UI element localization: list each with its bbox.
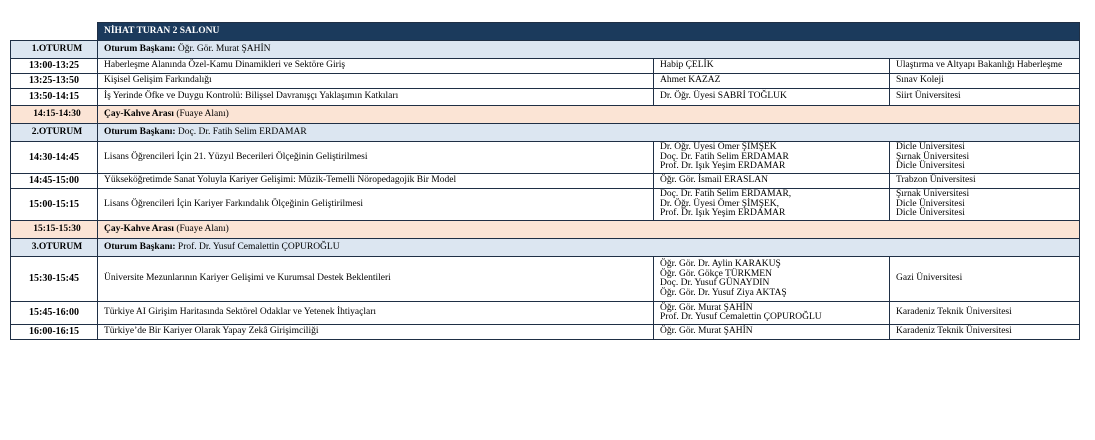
session-row	[11, 239, 1080, 257]
break-note: (Fuaye Alanı)	[173, 223, 229, 234]
session-row	[11, 41, 1080, 59]
talk-institutions	[890, 74, 1080, 89]
institution-line: Gazi Üniversitesi	[896, 273, 963, 284]
talk-title: Lisans Öğrencileri İçin 21. Yüzyıl Becerileri Ölçeğinin Geliştirilmesi	[98, 142, 654, 174]
institution-line: Şırnak Üniversitesi	[896, 151, 970, 162]
talk-time: 13:25-13:50	[11, 74, 98, 89]
author-line: Dr. Öğr. Üyesi Ömer ŞİMŞEK	[660, 142, 777, 153]
talk-row	[11, 174, 1080, 189]
author-line: Prof. Dr. Yusuf Cemalettin ÇOPUROĞLU	[660, 312, 822, 322]
institution-line: Şırnak Üniversitesi	[896, 189, 970, 200]
chair-prefix: Oturum Başkanı:	[104, 43, 176, 54]
talk-time: 15:00-15:15	[11, 189, 98, 221]
talk-row	[11, 325, 1080, 340]
talk-row	[11, 189, 1080, 221]
talk-time: 13:50-14:15	[11, 89, 98, 106]
talk-authors	[654, 302, 890, 325]
author-line: Öğr. Gör. Murat ŞAHİN	[660, 302, 753, 313]
talk-title: Haberleşme Alanında Özel-Kamu Dinamikleri ve Sektöre Giriş	[98, 59, 654, 74]
institution-line: Dicle Üniversitesi	[896, 142, 965, 153]
break-time: 15:15-15:30	[11, 221, 98, 239]
break-label: Çay-Kahve Arası	[104, 223, 174, 234]
author-line: Habip ÇELİK	[660, 60, 714, 71]
talk-row	[11, 257, 1080, 302]
institution-line: Dicle Üniversitesi	[896, 198, 965, 209]
talk-authors	[654, 174, 890, 189]
author-line: Doç. Dr. Fatih Selim ERDAMAR,	[660, 189, 792, 200]
talk-institutions	[890, 174, 1080, 189]
author-line: Öğr. Gör. Dr. Yusuf Ziya AKTAŞ	[660, 287, 787, 298]
author-line: Öğr. Gör. Murat ŞAHİN	[660, 326, 753, 337]
talk-title: Türkiye AI Girişim Haritasında Sektörel Odaklar ve Yetenek İhtiyaçları	[98, 302, 654, 325]
institution-line: Ulaştırma ve Altyapı Bakanlığı Haberleşme	[896, 60, 1063, 71]
chair-name: Doç. Dr. Fatih Selim ERDAMAR	[175, 126, 307, 137]
talk-title: Üniversite Mezunlarının Kariyer Gelişimi ve Kurumsal Destek Beklentileri	[98, 257, 654, 302]
break-time: 14:15-14:30	[11, 106, 98, 124]
talk-institutions	[890, 59, 1080, 74]
author-line: Doç. Dr. Fatih Selim ERDAMAR	[660, 151, 789, 162]
hall-header-row	[11, 23, 1080, 41]
break-text	[98, 106, 1080, 124]
author-line: Ahmet KAZAZ	[660, 75, 721, 86]
talk-time: 14:45-15:00	[11, 174, 98, 189]
author-line: Doç. Dr. Yusuf GÜNAYDIN	[660, 278, 770, 288]
talk-authors	[654, 74, 890, 89]
talk-authors	[654, 59, 890, 74]
talk-authors	[654, 189, 890, 221]
header-blank-cell	[11, 23, 98, 41]
institution-line: Dicle Üniversitesi	[896, 208, 965, 219]
talk-institutions	[890, 142, 1080, 174]
session-chair	[98, 239, 1080, 257]
talk-institutions	[890, 325, 1080, 340]
talk-title: Türkiye’de Bir Kariyer Olarak Yapay Zekâ Girişimciliği	[98, 325, 654, 340]
talk-institutions	[890, 257, 1080, 302]
institution-line: Karadeniz Teknik Üniversitesi	[896, 307, 1012, 318]
institution-line: Siirt Üniversitesi	[896, 91, 961, 102]
break-label: Çay-Kahve Arası	[104, 108, 174, 119]
talk-institutions	[890, 302, 1080, 325]
institution-line: Sınav Koleji	[896, 75, 944, 86]
chair-prefix: Oturum Başkanı:	[104, 126, 176, 137]
talk-title: Kişisel Gelişim Farkındalığı	[98, 74, 654, 89]
chair-name: Prof. Dr. Yusuf Cemalettin ÇOPUROĞLU	[175, 241, 340, 252]
talk-time: 13:00-13:25	[11, 59, 98, 74]
author-line: Öğr. Gör. Gökçe TÜRKMEN	[660, 268, 772, 279]
break-row	[11, 106, 1080, 124]
session-row	[11, 124, 1080, 142]
institution-line: Karadeniz Teknik Üniversitesi	[896, 326, 1012, 337]
chair-prefix: Oturum Başkanı:	[104, 241, 176, 252]
author-line: Prof. Dr. Işık Yeşim ERDAMAR	[660, 208, 786, 219]
talk-title: Yükseköğretimde Sanat Yoluyla Kariyer Gelişimi: Müzik-Temelli Nöropedagojik Bir Model	[98, 174, 654, 189]
talk-title: Lisans Öğrencileri İçin Kariyer Farkındalık Ölçeğinin Geliştirilmesi	[98, 189, 654, 221]
break-text	[98, 221, 1080, 239]
hall-title: NİHAT TURAN 2 SALONU	[98, 23, 1080, 41]
author-line: Öğr. Gör. İsmail ERASLAN	[660, 175, 768, 186]
talk-row	[11, 302, 1080, 325]
institution-line: Trabzon Üniversitesi	[896, 175, 976, 186]
break-row	[11, 221, 1080, 239]
talk-title: İş Yerinde Öfke ve Duygu Kontrolü: Bilişsel Davranışçı Yaklaşımın Katkıları	[98, 89, 654, 106]
talk-time: 14:30-14:45	[11, 142, 98, 174]
session-label: 3.OTURUM	[11, 239, 98, 257]
talk-row	[11, 59, 1080, 74]
talk-row	[11, 74, 1080, 89]
talk-time: 15:30-15:45	[11, 257, 98, 302]
talk-authors	[654, 325, 890, 340]
talk-row	[11, 142, 1080, 174]
talk-time: 16:00-16:15	[11, 325, 98, 340]
session-label: 2.OTURUM	[11, 124, 98, 142]
talk-authors	[654, 142, 890, 174]
break-note: (Fuaye Alanı)	[173, 108, 229, 119]
author-line: Dr. Öğr. Üyesi Ömer ŞİMŞEK,	[660, 198, 780, 209]
session-label: 1.OTURUM	[11, 41, 98, 59]
session-schedule-table	[10, 22, 1080, 340]
author-line: Prof. Dr. Işık Yeşim ERDAMAR	[660, 161, 786, 172]
talk-institutions	[890, 89, 1080, 106]
session-chair	[98, 41, 1080, 59]
talk-institutions	[890, 189, 1080, 221]
talk-authors	[654, 257, 890, 302]
talk-time: 15:45-16:00	[11, 302, 98, 325]
institution-line: Dicle Üniversitesi	[896, 161, 965, 172]
author-line: Dr. Öğr. Üyesi SABRİ TOĞLUK	[660, 91, 787, 102]
chair-name: Öğr. Gör. Murat ŞAHİN	[175, 43, 271, 54]
author-line: Öğr. Gör. Dr. Aylin KARAKUŞ	[660, 259, 781, 269]
session-chair	[98, 124, 1080, 142]
talk-authors	[654, 89, 890, 106]
talk-row	[11, 89, 1080, 106]
